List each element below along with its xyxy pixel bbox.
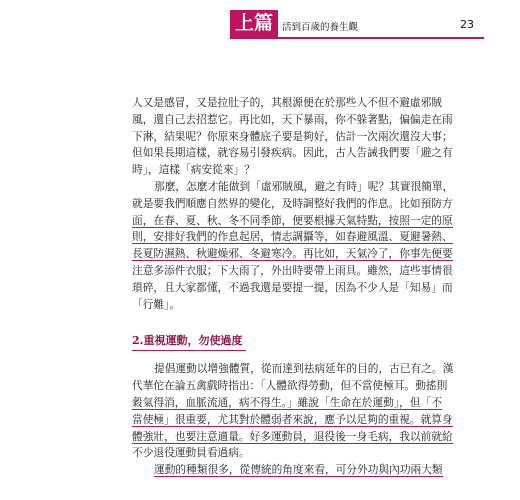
text-line-content: 長夏防濕熱、秋避燥邪、冬避寒冷。再比如，天氣冷了，你事先便要 [132, 247, 453, 261]
text-line-content: 穀氣得消，血脈流通，病不得生。」雖說「生命在於運動」，但「不 [132, 395, 442, 409]
text-line-content: 風，還自己去招惹它。再比如，天下暴雨，你不躲著點，偏偏走在雨 [132, 112, 453, 126]
text-line-content: 體強壯，也要注意適量。好多運動員，退役後一身毛病，我以前就給 [132, 429, 453, 443]
text-line [132, 112, 453, 129]
text-line-content: 提倡運動以增強體質，從而達到祛病延年的目的，古已有之。漢 [154, 362, 454, 376]
text-line [132, 129, 453, 146]
spacer [132, 313, 386, 329]
paragraph-block-2 [132, 361, 454, 479]
text-line [132, 297, 386, 314]
header-rule [230, 37, 484, 39]
page-body [132, 95, 454, 479]
text-line-content: 注意多添件衣服；下大雨了，外出時要帶上雨具。雖然，這些事情很 [132, 263, 453, 277]
paragraph-block-1 [132, 95, 454, 313]
text-line-content: 則，安排好我們的作息起居，情志調攝等，如春避風溫、夏避暑熱、 [132, 230, 453, 244]
text-line-content: 那麼，怎麼才能做到「虛邪賊風，避之有時」呢？其實很簡單， [154, 179, 454, 193]
text-line [132, 378, 448, 395]
text-line-content: 面，在春、夏、秋、冬不同季節，便要根據天氣特點，按照一定的原 [132, 213, 453, 227]
text-line [132, 361, 454, 378]
text-line [132, 213, 453, 230]
text-line-content: 但如果長期這樣，就容易引發疾病。因此，古人告誡我們要「避之有 [132, 146, 453, 160]
chapter-tab: 上篇 [230, 10, 278, 37]
text-line-content: 代華佗在論五禽戲時指出：「人體欲得勞動，但不當使極耳。動搖則 [132, 379, 448, 393]
text-line [132, 95, 442, 112]
running-header-title: 活到百歲的養生觀 [282, 22, 359, 33]
text-line [132, 412, 453, 429]
text-line [132, 462, 443, 479]
text-line-content: 時」，這樣「病安從來」？ [132, 163, 255, 177]
text-line-content: 就是要我們順應自然界的變化，及時調整好我們的作息。比如預防方 [132, 196, 453, 210]
text-line [132, 229, 453, 246]
text-line [132, 429, 453, 446]
page-number: 23 [460, 18, 474, 31]
text-line [132, 263, 453, 280]
text-line-content: 運動的種類很多，從傳統的角度來看，可分外功與內功兩大類 [154, 463, 443, 477]
text-line-content: 人又是感冒，又是拉肚子的，其根源便在於那些人不但不避虛邪賊 [132, 96, 442, 109]
text-line-content: 不少退役運動員看過病。 [132, 446, 250, 460]
text-line [132, 179, 454, 196]
text-line [132, 196, 453, 213]
text-line-content: 瑣碎，且大家都懂，不過我還是要提一提，因為不少人是「知易」而 [132, 280, 453, 294]
text-line [132, 162, 386, 179]
text-line-content: 當使極」很重要，尤其對於體弱者來說，應予以足夠的重視。就算身 [132, 412, 453, 426]
text-line [132, 246, 453, 263]
text-line-content: 下淋，結果呢？你原來身體底子要是夠好，估計一次兩次還沒大事； [132, 129, 453, 143]
text-line [132, 395, 442, 412]
text-line-content: 「行難」。 [132, 297, 181, 311]
text-line [132, 445, 386, 462]
section-heading: 2.重視運動，勿使過度 [132, 332, 246, 351]
text-line [132, 280, 453, 297]
text-line [132, 145, 453, 162]
